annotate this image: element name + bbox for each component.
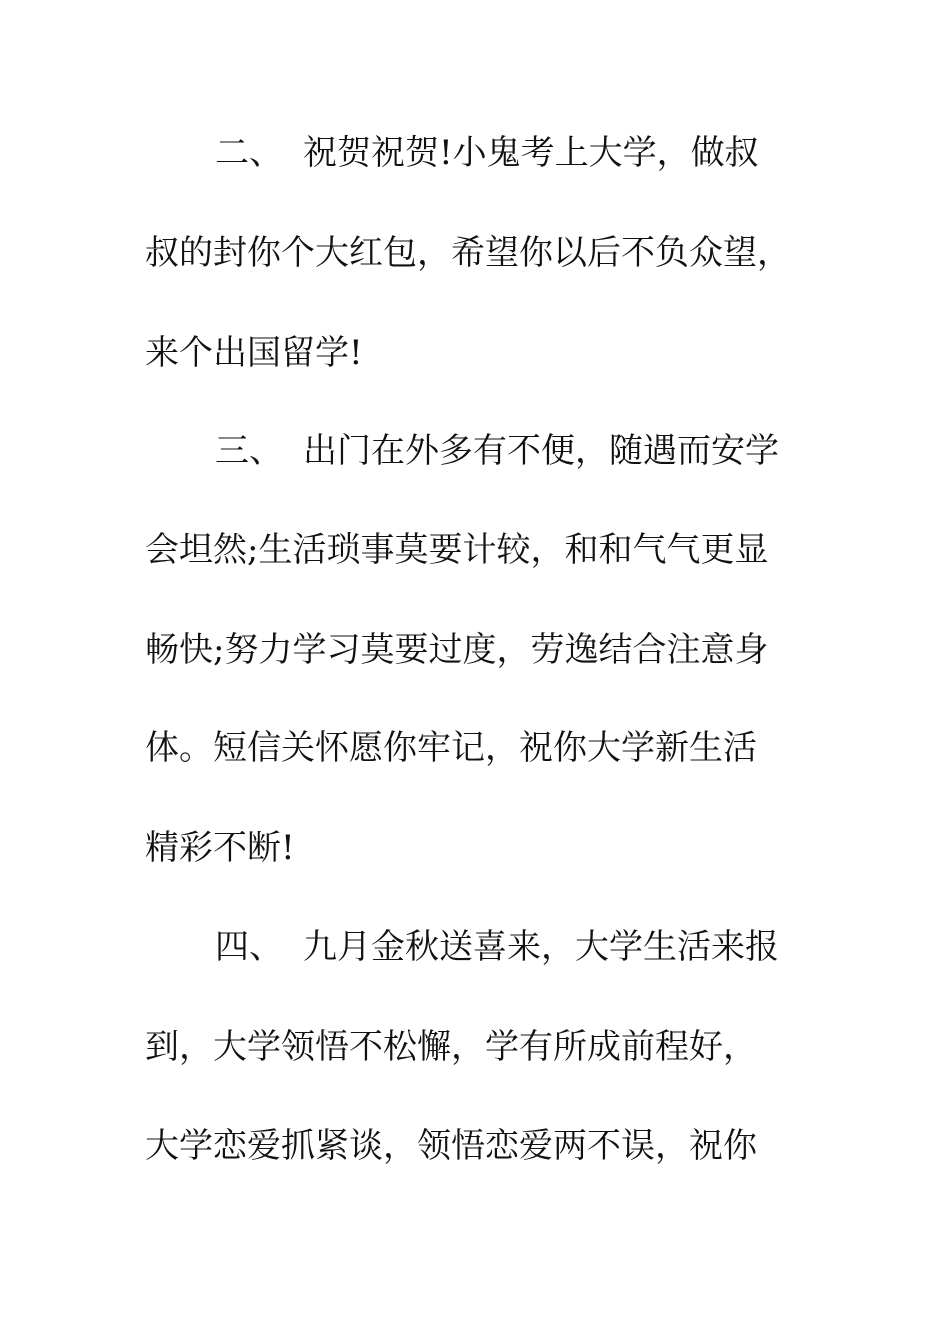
paragraph-4-line-3: 大学恋爱抓紧谈，领悟恋爱两不误，祝你 [145, 1126, 757, 1166]
paragraph-3-line-2: 会坦然;生活琐事莫要计较，和和气气更显 [145, 530, 769, 570]
paragraph-3-line-3: 畅快;努力学习莫要过度，劳逸结合注意身 [145, 630, 769, 670]
paragraph-4-text-1: 九月金秋送喜来，大学生活来报 [303, 927, 779, 967]
paragraph-3-number: 三、 [215, 431, 283, 471]
paragraph-2-line-3: 来个出国留学! [145, 333, 363, 373]
paragraph-4-number: 四、 [215, 927, 283, 967]
paragraph-4-line-2: 到，大学领悟不松懈，学有所成前程好， [145, 1027, 757, 1067]
paragraph-2-number: 二、 [215, 133, 283, 173]
paragraph-2-line-1 [215, 128, 805, 178]
paragraph-2-text-1: 祝贺祝贺!小鬼考上大学，做叔 [303, 133, 759, 173]
paragraph-3-line-5: 精彩不断! [145, 828, 295, 868]
paragraph-2-line-2: 叔的封你个大红包，希望你以后不负众望， [145, 233, 791, 273]
paragraph-3-line-1 [215, 426, 805, 476]
paragraph-3-text-1: 出门在外多有不便，随遇而安学 [303, 431, 779, 471]
paragraph-4-line-1 [215, 922, 805, 972]
paragraph-3-line-4: 体。短信关怀愿你牢记，祝你大学新生活 [145, 728, 757, 768]
